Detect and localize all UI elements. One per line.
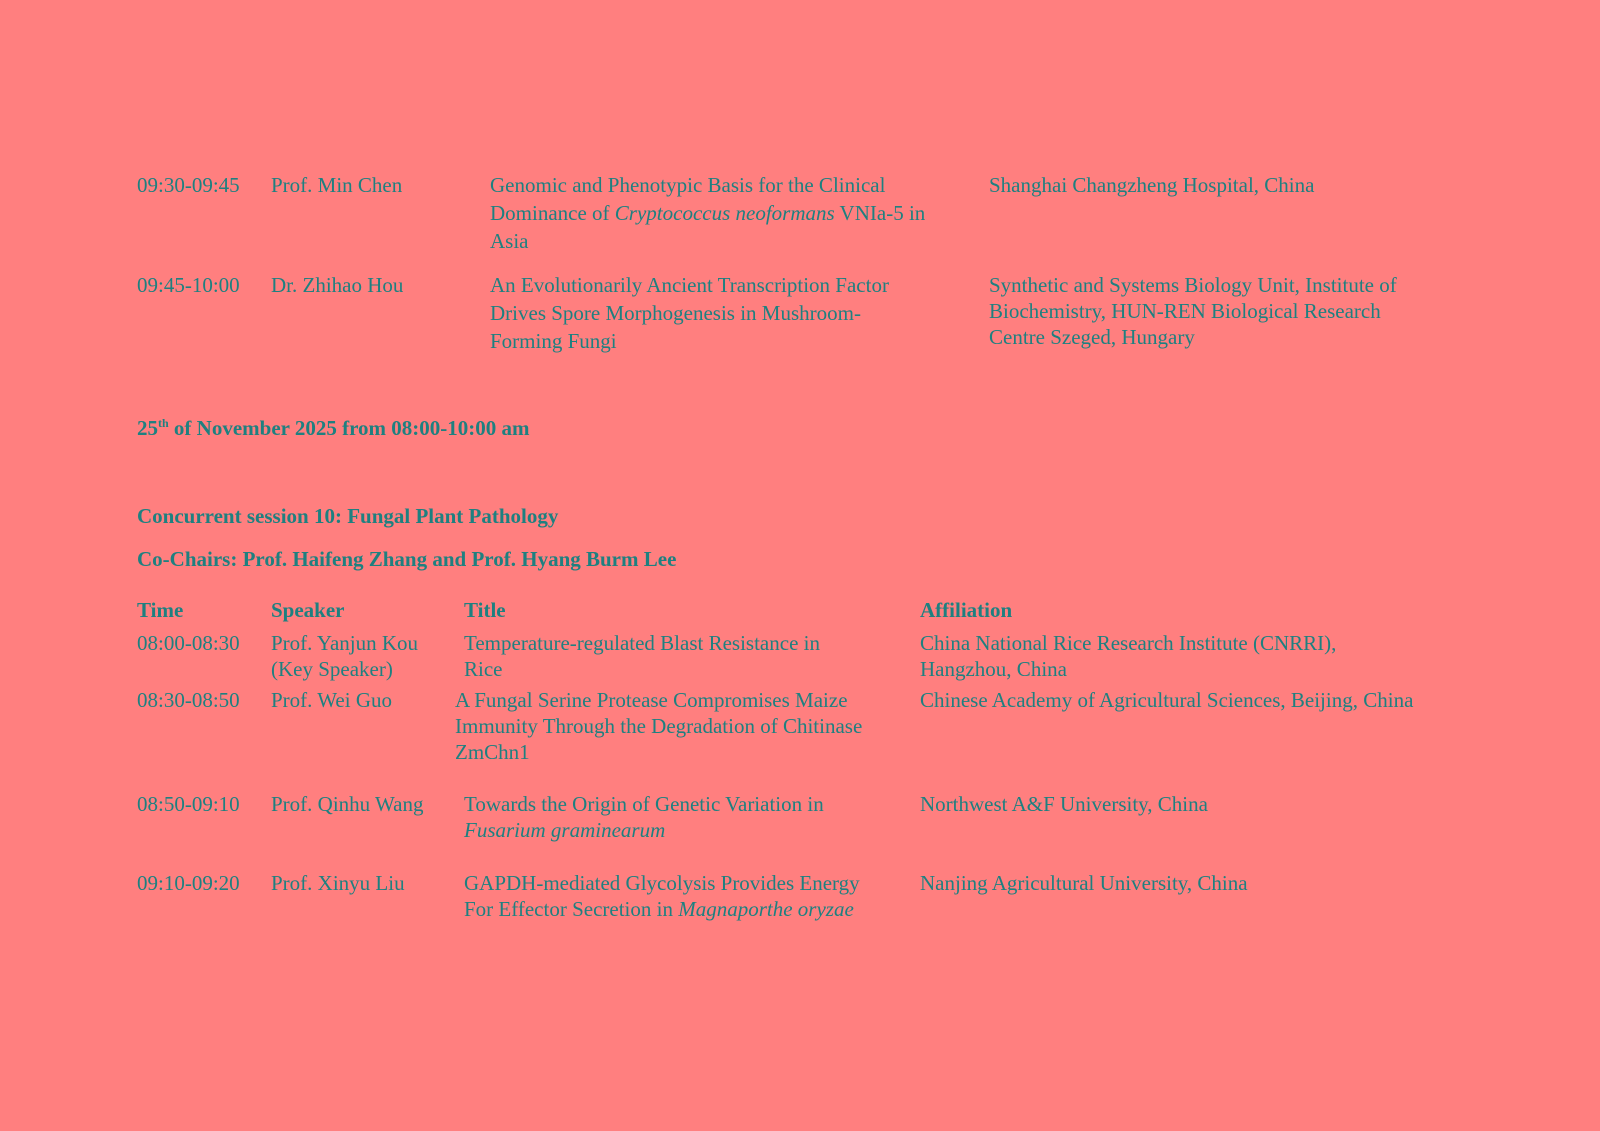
header-time: Time [137, 598, 184, 622]
time-cell: 08:50-09:10 [137, 792, 240, 816]
title-cell: GAPDH-mediated Glycolysis Provides Energy For Effector Secretion in Magnaporthe oryzae [464, 871, 860, 921]
title-cell: Towards the Origin of Genetic Variation in Fusarium graminearum [464, 792, 824, 842]
title-cell: A Fungal Serine Protease Compromises Maize Immunity Through the Degradation of Chitinase ZmChn1 [455, 688, 863, 764]
species-name: Fusarium graminearum [464, 818, 666, 842]
title-line: Asia [490, 229, 529, 253]
title-cell: Temperature-regulated Blast Resistance in Rice [464, 631, 820, 681]
title-line: Forming Fungi [490, 329, 617, 353]
affiliation-cell: Chinese Academy of Agricultural Sciences, Beijing, China [920, 688, 1414, 712]
title-line: Dominance of Cryptococcus neoformans VNIa-5 in [490, 201, 926, 225]
time-cell: 09:30-09:45 [137, 173, 240, 197]
co-chairs: Co-Chairs: Prof. Haifeng Zhang and Prof. Hyang Burm Lee [137, 547, 677, 571]
time-cell: 09:10-09:20 [137, 871, 240, 895]
title-line: Drives Spore Morphogenesis in Mushroom- [490, 301, 861, 325]
date-heading: 25th of November 2025 from 08:00-10:00 am [137, 416, 530, 440]
speaker-cell: Prof. Xinyu Liu [271, 871, 405, 895]
speaker-cell: Prof. Yanjun Kou (Key Speaker) [271, 631, 419, 681]
speaker-cell: Dr. Zhihao Hou [271, 273, 404, 297]
affiliation-cell [989, 272, 1397, 350]
header-title: Title [464, 598, 506, 622]
time-cell: 08:30-08:50 [137, 688, 240, 712]
affiliation-line: Centre Szeged, Hungary [989, 325, 1195, 349]
header-speaker: Speaker [271, 598, 345, 622]
affiliation-cell: Shanghai Changzheng Hospital, China [989, 173, 1315, 197]
affiliation-cell: China National Rice Research Institute (CNRRI), Hangzhou, China [920, 631, 1337, 681]
speaker-cell: Prof. Min Chen [271, 173, 403, 197]
time-cell: 09:45-10:00 [137, 273, 240, 297]
session-title: Concurrent session 10: Fungal Plant Pathology [137, 504, 559, 528]
header-affiliation: Affiliation [920, 598, 1013, 622]
speaker-cell: Prof. Wei Guo [271, 688, 392, 712]
affiliation-line: Biochemistry, HUN-REN Biological Research [989, 299, 1381, 323]
affiliation-cell: Northwest A&F University, China [920, 792, 1208, 816]
species-name: Cryptococcus neoformans [614, 201, 835, 225]
speaker-cell: Prof. Qinhu Wang [271, 792, 424, 816]
title-cell [490, 172, 925, 254]
title-line: An Evolutionarily Ancient Transcription Factor [490, 273, 889, 297]
species-name: Magnaporthe oryzae [678, 897, 854, 921]
title-cell [490, 272, 889, 354]
title-line: Genomic and Phenotypic Basis for the Clinical [490, 173, 886, 197]
time-cell: 08:00-08:30 [137, 631, 240, 655]
affiliation-line: Synthetic and Systems Biology Unit, Institute of [989, 273, 1397, 297]
affiliation-cell: Nanjing Agricultural University, China [920, 871, 1248, 895]
